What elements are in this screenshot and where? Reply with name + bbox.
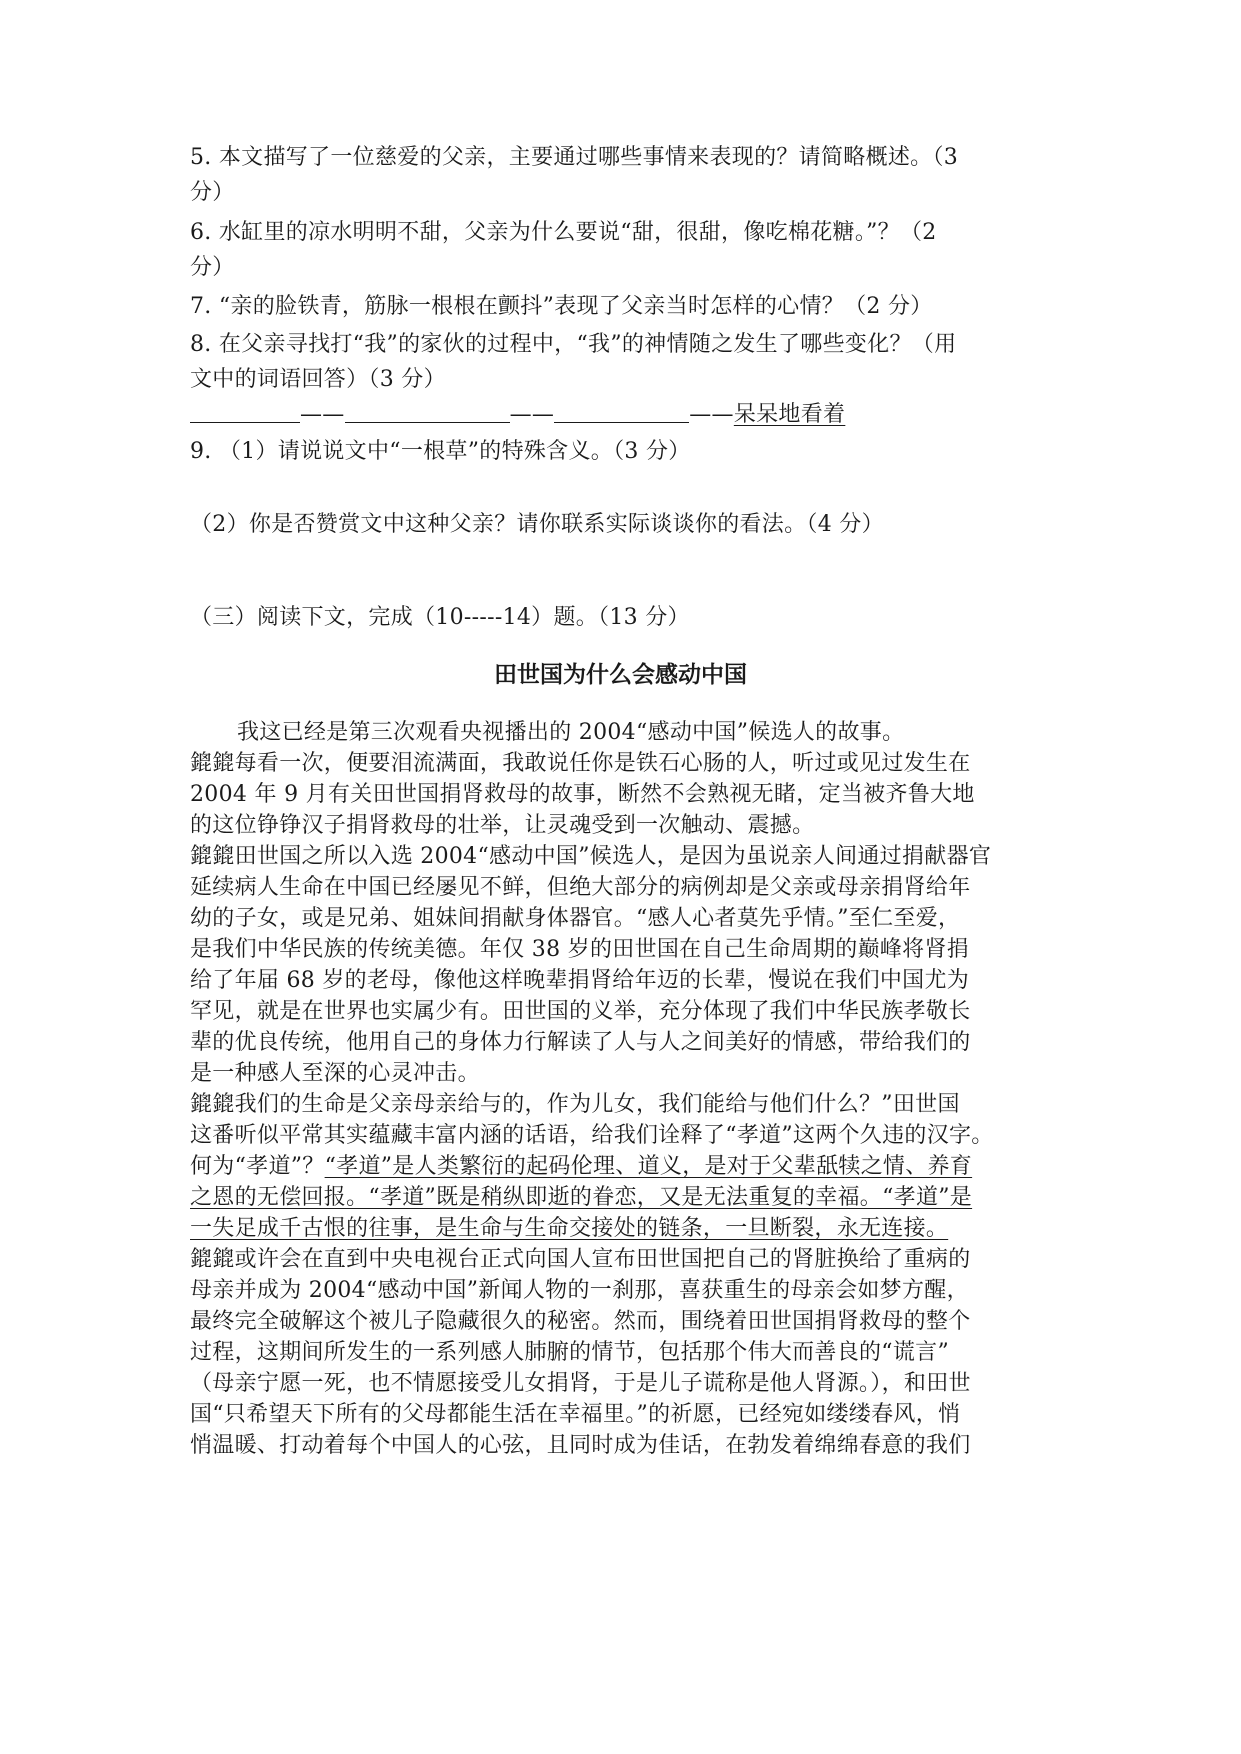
passage-line-11: 辈的优良传统，他用自己的身体力行解读了人与人之间美好的情感，带给我们的 (190, 1030, 971, 1055)
passage-line-4: 的这位铮铮汉子捐肾救母的壮举，让灵魂受到一次触动、震撼。 (190, 813, 815, 838)
passage-line-7: 幼的子女，或是兄弟、姐妹间捐献身体器官。“感人心者莫先乎情。”至仁至爱， (190, 906, 961, 931)
answer-blank-2[interactable] (345, 400, 510, 423)
question-8-line-1: 8. 在父亲寻找打“我”的家伙的过程中，“我”的神情随之发生了哪些变化？（用 (190, 332, 957, 357)
dash-1: —— (300, 402, 345, 427)
passage-line-12: 是一种感人至深的心灵冲击。 (190, 1061, 480, 1086)
passage-line-3: 2004 年 9 月有关田世国捐肾救母的故事，断然不会熟视无睹，定当被齐鲁大地 (190, 782, 975, 807)
answer-blank-1[interactable] (190, 400, 300, 423)
passage-line-22: （母亲宁愿一死，也不情愿接受儿女捐肾，于是儿子谎称是他人肾源。），和田世 (190, 1371, 971, 1396)
dash-2: —— (509, 402, 555, 427)
dash-3: —— (689, 402, 734, 427)
passage-line-2: 鎞鎞每看一次，便要泪流满面，我敢说任你是铁石心肠的人，听过或见过发生在 (190, 751, 971, 776)
passage-line-8: 是我们中华民族的传统美德。年仅 38 岁的田世国在自己生命周期的巅峰将肾捐 (190, 937, 970, 962)
passage-line-15-underlined: “孝道”是人类繁衍的起码伦理、道义，是对于父辈舐犊之情、养育 (324, 1154, 973, 1179)
section-3-heading: （三）阅读下文，完成（10-----14）题。（13 分） (190, 605, 690, 630)
answer-blank-3[interactable] (554, 400, 689, 423)
passage-line-19: 母亲并成为 2004“感动中国”新闻人物的一刹那，喜获重生的母亲会如梦方醒， (190, 1278, 969, 1303)
answer-final: 呆呆地看着 (733, 402, 846, 427)
question-6-line-2: 分） (190, 255, 235, 280)
passage-line-18: 鎞鎞或许会在直到中央电视台正式向国人宣布田世国把自己的肾脏换给了重病的 (190, 1247, 971, 1272)
passage-line-5: 鎞鎞田世国之所以入选 2004“感动中国”候选人，是因为虽说亲人间通过捐献器官 (190, 844, 992, 869)
question-9-part-2: （2）你是否赞赏文中这种父亲？请你联系实际谈谈你的看法。（4 分） (190, 512, 884, 537)
passage-line-10: 罕见，就是在世界也实属少有。田世国的义举，充分体现了我们中华民族孝敬长 (190, 999, 971, 1024)
passage-line-23: 国“只希望天下所有的父母都能生活在幸福里。”的祈愿，已经宛如缕缕春风，悄 (190, 1402, 961, 1427)
question-5-line-1: 5. 本文描写了一位慈爱的父亲，主要通过哪些事情来表现的？请简略概述。（3 (190, 145, 959, 170)
passage-line-13: 鎞鎞我们的生命是父亲母亲给与的，作为儿女，我们能给与他们什么？”田世国 (190, 1092, 960, 1117)
passage-line-21: 过程，这期间所发生的一系列感人肺腑的情节，包括那个伟大而善良的“谎言” (190, 1340, 949, 1365)
passage-line-14: 这番听似平常其实蕴藏丰富内涵的话语，给我们诠释了“孝道”这两个久违的汉字。 (190, 1123, 994, 1148)
passage-line-17: 一失足成千古恨的往事，是生命与生命交接处的链条，一旦断裂，永无连接。 (190, 1216, 949, 1241)
question-5-line-2: 分） (190, 180, 235, 205)
passage-line-9: 给了年届 68 岁的老母，像他这样晚辈捐肾给年迈的长辈，慢说在我们中国尤为 (190, 968, 970, 993)
passage-line-15 (190, 1152, 972, 1182)
passage-line-24: 悄温暖、打动着每个中国人的心弦，且同时成为佳话，在勃发着绵绵春意的我们 (190, 1433, 971, 1458)
passage-line-6: 延续病人生命在中国已经屡见不鲜，但绝大部分的病例却是父亲或母亲捐肾给年 (190, 875, 971, 900)
question-9-part-1: 9. （1）请说说文中“一根草”的特殊含义。（3 分） (190, 439, 691, 464)
question-8-line-2: 文中的词语回答）（3 分） (190, 367, 446, 392)
passage-line-1: 我这已经是第三次观看央视播出的 2004“感动中国”候选人的故事。 (237, 720, 905, 745)
question-8-answer-row (190, 400, 845, 430)
passage-line-15-plain: 何为“孝道”？ (190, 1154, 325, 1179)
passage-line-20: 最终完全破解这个被儿子隐藏很久的秘密。然而，围绕着田世国捐肾救母的整个 (190, 1309, 971, 1334)
article-title: 田世国为什么会感动中国 (494, 661, 747, 688)
passage-line-16: 之恩的无偿回报。“孝道”既是稍纵即逝的眷恋，又是无法重复的幸福。“孝道”是 (190, 1185, 973, 1210)
question-7: 7. “亲的脸铁青，筋脉一根根在颤抖”表现了父亲当时怎样的心情？（2 分） (190, 294, 933, 319)
question-6-line-1: 6. 水缸里的凉水明明不甜，父亲为什么要说“甜，很甜，像吃棉花糖。”？（2 (190, 220, 937, 245)
